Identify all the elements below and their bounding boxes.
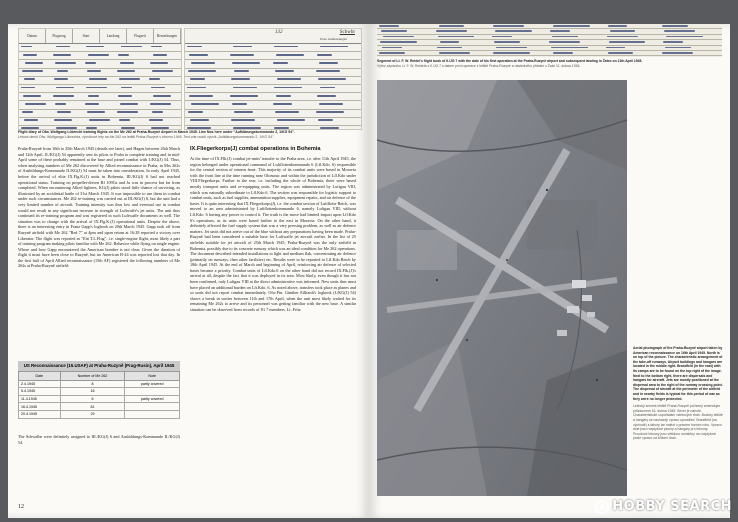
- handwriting-mark: [24, 78, 35, 80]
- handwriting-mark: [609, 41, 646, 43]
- section-heading: IX.Fliegerkorps(J) combat operations in Bohemia: [190, 146, 321, 152]
- handwriting-mark: [153, 95, 171, 97]
- handwriting-mark: [118, 95, 132, 97]
- handwriting-mark: [665, 47, 691, 49]
- handwriting-mark: [151, 46, 162, 48]
- handwriting-mark: [663, 41, 683, 43]
- handwriting-mark: [189, 54, 208, 56]
- handwriting-mark: [191, 103, 219, 105]
- handwriting-mark: [231, 119, 255, 121]
- handwriting-mark: [232, 103, 247, 105]
- handwriting-mark: [120, 103, 138, 105]
- table-cell: 20.4.1945: [19, 410, 61, 418]
- handwriting-mark: [120, 62, 134, 64]
- aerial-photograph: [377, 80, 627, 496]
- handwriting-mark: [383, 36, 414, 38]
- handwriting-mark: [118, 54, 129, 56]
- handwriting-mark: [187, 87, 206, 89]
- table-header-cell: Note: [125, 371, 180, 380]
- logbook-handwritten-row: [19, 77, 181, 85]
- handwriting-mark: [610, 30, 636, 32]
- handwriting-mark: [56, 127, 77, 129]
- handwriting-mark: [496, 47, 527, 49]
- handwriting-mark: [606, 47, 626, 49]
- handwriting-mark: [53, 54, 71, 56]
- caption-english: Flight diary of Ofw. Wolfgang Lübrecht training flights on the Me 262 at Praha-Ruzyně Airport in March 1945. Line Nos here under "Aufklärungskommando 2, 1/KG 54".: [18, 130, 295, 134]
- handwriting-mark: [274, 46, 298, 48]
- caption-czech: Letecký snímek letiště Praha-Ruzyně pořízený americkým průzkumem 16. dubna 1945. Sever je nahoře. Charakteristické uspořádání vzletových drah. Budovy letiště a hangáry se nacházejí vpravo uprostřed. Brandfeld (na východě) s tábory lze nalézt v pravém horním rohu. Vpravo dole jsou rozptylové plochy a hangáry pro letouny. Proudové letouny jsou většinou umístěny na rozptylové ploše vpravo od křížení drah.: [633, 404, 723, 441]
- table-cell: 6: [60, 395, 125, 403]
- logbook-page-number: 132: [275, 30, 283, 35]
- handwriting-mark: [318, 78, 346, 80]
- handwriting-mark: [276, 54, 304, 56]
- flight-book-segment-scan: [377, 24, 722, 57]
- handwriting-mark: [607, 36, 638, 38]
- table-header-cell: Date: [19, 371, 61, 380]
- handwriting-mark: [438, 36, 475, 38]
- logbook-handwritten-row: [185, 60, 361, 68]
- logbook-rows: [185, 44, 361, 130]
- handwriting-mark: [233, 46, 252, 48]
- aerial-photo-image: [377, 80, 627, 496]
- handwriting-mark: [88, 54, 109, 56]
- handwriting-mark: [21, 127, 39, 129]
- handwriting-mark: [320, 87, 335, 89]
- handwriting-mark: [608, 25, 628, 27]
- handwriting-mark: [87, 111, 105, 113]
- table-row: [19, 380, 180, 388]
- handwriting-mark: [152, 70, 173, 72]
- logbook-scan-left: [18, 28, 182, 130]
- handwriting-mark: [189, 95, 213, 97]
- logbook-header: [185, 29, 361, 44]
- logbook-handwritten-row: [185, 77, 361, 85]
- handwriting-mark: [380, 41, 417, 43]
- handwriting-mark: [188, 111, 203, 113]
- handwriting-mark: [117, 111, 138, 113]
- handwriting-mark: [149, 119, 163, 121]
- handwriting-mark: [552, 36, 578, 38]
- handwriting-mark: [150, 62, 168, 64]
- handwriting-mark: [275, 111, 299, 113]
- handwriting-mark: [85, 103, 99, 105]
- handwriting-mark: [436, 30, 467, 32]
- handwriting-mark: [273, 62, 288, 64]
- handwriting-mark: [152, 111, 163, 113]
- handwriting-mark: [119, 78, 140, 80]
- logbook-handwritten-row: [185, 52, 361, 60]
- logbook-handwritten-row: [19, 118, 181, 126]
- table-cell: [125, 410, 180, 418]
- handwriting-mark: [23, 95, 41, 97]
- handwriting-mark: [89, 119, 110, 121]
- table-cell: partly covered: [125, 380, 180, 388]
- handwriting-mark: [440, 41, 460, 43]
- logbook-stamp: Schwbr: [339, 30, 355, 35]
- handwriting-mark: [319, 103, 343, 105]
- logbook-col-header: Landung: [100, 29, 127, 43]
- table-row: [19, 395, 180, 403]
- handwriting-mark: [55, 62, 76, 64]
- handwriting-mark: [550, 30, 570, 32]
- handwriting-mark: [666, 36, 703, 38]
- table-cell: [125, 403, 180, 411]
- logbook-remarks-header: Erste Anmerkungen: [319, 37, 347, 41]
- caption-english: Segment of Lt. F. W. Reidel's flight book of II./JG 7 with the date of his first operation at the Praha-Ruzyně airport and subsequent landing in Žatec on 11th April 1945.: [377, 59, 643, 63]
- handwriting-mark: [230, 95, 258, 97]
- handwriting-mark: [553, 25, 590, 27]
- handwriting-mark: [234, 70, 249, 72]
- handwriting-mark: [273, 103, 292, 105]
- handwriting-mark: [57, 70, 68, 72]
- handwriting-mark: [87, 70, 101, 72]
- handwriting-mark: [275, 70, 294, 72]
- table-cell: partly covered: [125, 395, 180, 403]
- hobby-search-logo-icon: [595, 500, 609, 514]
- handwriting-mark: [121, 46, 142, 48]
- handwriting-mark: [318, 119, 333, 121]
- handwriting-mark: [117, 70, 135, 72]
- handwriting-mark: [549, 41, 580, 43]
- handwriting-mark: [56, 46, 70, 48]
- handwriting-mark: [437, 47, 463, 49]
- logbook-handwritten-row: [185, 101, 361, 109]
- logbook-handwritten-row: [185, 110, 361, 118]
- handwriting-mark: [22, 70, 43, 72]
- handwriting-mark: [24, 119, 38, 121]
- handwriting-mark: [494, 41, 520, 43]
- handwriting-mark: [187, 127, 211, 129]
- handwriting-mark: [276, 95, 291, 97]
- table-cell: [125, 388, 180, 396]
- body-paragraph-after-table: The Schwalbe were definitely assigned to III./KG(J) 6 and Ausbildungs-Kommando II./KG(J) 54.: [18, 434, 180, 445]
- table-row: [19, 388, 180, 396]
- body-column-2: [190, 146, 356, 313]
- logbook-handwritten-row: [19, 101, 181, 109]
- handwriting-mark: [187, 46, 202, 48]
- handwriting-mark: [150, 103, 171, 105]
- left-page: [8, 24, 369, 518]
- body-paragraph: Praha-Ruzyně from 16th to 25th March 1945 (details see later), and Hagen between 26th March and 12th April. II./KG(J) 54 apparently sent its pilots to Praha to complete training and in mid-April some of these probably remained at the base and joined combat with I./KG(J) 54. Thus, when analysing numbers of Me 262 discovered by Allied reconnaissance in Praha, in Mrs 262s of Ausbildungs-Kommando II./KG(J) 54 must be taken into consideration. In early April 1945, before the arrival of elite IX.Flg.K.(J) units in Bohemia, III./KG(J) 6 had not reached operational status. Training on propeller-driven Bf 109Gs and Ju was in process but far from completed. When encountering Allied fighters, KG(J) pilots stood little chance of surviving, as illustrated by an accidental battle of 31st March 1945. It was impossible to use them in combat under such circumstances. Me 262 re-training was carried out at III./KG(J) 6, but the unit had a very limited number of aircraft. Training intensity was thus low and eventual use in combat would not result in any significant increase in strength of Luftwaffe's jet units. The unit thus continued its re-training program and was registered in such Luftwaffe documents as well. The situation was to change with the arrival of IX.Flg.K.(J) operational units. Despite the above, there is an interesting entry in Franz Gapp's logbook on 20th March 1945. Gapp took off from Ruzyně airfield with Me 262 "Red 7" at 4pm and upon return at 16:28 reported a victory over Liberator. The flight was reported as "Ein T.L.Flug", i.e. single-engine flight, most likely a part of training program making pilots familiar with Me 262. Behavior while flying on single engine. Where and how Gapp encountered the American bomber is not clear. Given the duration of flight it must have been close to Ruzyně, but no American B-24 was reported lost that day. In the first half of April Allied reconnaissance (15th AF) registered the following numbers of Me 262s at Praha-Ruzyně airfield:: [18, 146, 180, 269]
- handwriting-mark: [274, 87, 302, 89]
- logbook-scan-right: [184, 28, 362, 130]
- handwriting-mark: [149, 78, 160, 80]
- handwriting-mark: [662, 52, 693, 54]
- handwriting-mark: [53, 95, 74, 97]
- handwriting-mark: [232, 62, 260, 64]
- handwriting-mark: [277, 78, 301, 80]
- table-cell: 16.4.1945: [19, 403, 61, 411]
- flight-book-caption: [377, 59, 722, 68]
- handwriting-mark: [274, 127, 289, 129]
- handwriting-mark: [86, 127, 97, 129]
- table-cell: 16: [60, 388, 125, 396]
- handwriting-mark: [493, 25, 524, 27]
- handwriting-mark: [233, 87, 257, 89]
- handwriting-mark: [492, 36, 512, 38]
- handwriting-mark: [25, 103, 46, 105]
- logbook-col-header: Flugzeit: [127, 29, 154, 43]
- table-header-cell: Number of Me 262: [60, 371, 125, 380]
- handwriting-mark: [230, 54, 254, 56]
- handwriting-mark: [89, 78, 107, 80]
- handwriting-mark: [493, 52, 530, 54]
- handwriting-mark: [316, 70, 340, 72]
- handwriting-mark: [119, 119, 130, 121]
- logbook-col-header: Datum: [19, 29, 46, 43]
- handwriting-mark: [86, 87, 107, 89]
- logbook-handwritten-row: [185, 44, 361, 52]
- caption-english: Aerial photograph of the Praha-Ruzyně airport taken by American reconnaissance on 16th April 1945. North is on top of the picture. The characteristic arrangement of the take-off runways. Airport buildings and hangars are located in the middle right. Brandfeld (in the east) with its camps are to be found on the top right of the image. Next to the bottom right, there are dispersals and hangars for aircraft. Jets are mostly positioned at the dispersal area to the right of the runway crossing point. The dispersal of aircraft at the perimeter of the airfield and in nearby fields is typical for this period of war as they were no longer protected.: [633, 346, 723, 401]
- handwriting-mark: [319, 62, 338, 64]
- handwriting-mark: [151, 127, 169, 129]
- flight-book-rows: [377, 24, 722, 57]
- logbook-handwritten-row: [19, 110, 181, 118]
- handwriting-mark: [22, 111, 33, 113]
- logbook-handwritten-row: [377, 56, 722, 57]
- handwriting-mark: [21, 46, 32, 48]
- handwriting-mark: [382, 47, 402, 49]
- right-page: [369, 24, 730, 518]
- book-spread: [8, 24, 730, 518]
- logbook-handwritten-row: [19, 52, 181, 60]
- recon-data-table: [18, 371, 180, 419]
- logbook-handwritten-row: [19, 60, 181, 68]
- handwriting-mark: [662, 25, 688, 27]
- handwriting-mark: [57, 111, 71, 113]
- table-cell: 5.4.1945: [19, 388, 61, 396]
- handwriting-mark: [277, 119, 305, 121]
- handwriting-mark: [664, 30, 695, 32]
- handwriting-mark: [190, 78, 205, 80]
- logbook-handwritten-row: [19, 69, 181, 77]
- handwriting-mark: [551, 47, 588, 49]
- watermark-text: HOBBY SEARCH: [612, 499, 732, 514]
- logbook-handwritten-row: [19, 44, 181, 52]
- handwriting-mark: [381, 30, 407, 32]
- table-cell: 81: [60, 403, 125, 411]
- handwriting-mark: [379, 52, 405, 54]
- handwriting-mark: [191, 62, 215, 64]
- logbook-handwritten-row: [19, 93, 181, 101]
- handwriting-mark: [233, 127, 261, 129]
- handwriting-mark: [439, 25, 465, 27]
- body-paragraph: At the time of IX.Flk.(J) combat jet-units' transfer to the Praha area, i.e. after 11th April 1945, the region belonged under operational command of Luftflottenkommando 6 (Lfl.Kdo. 6) responsible for the central section of eastern front. This majority of its combat units were based in Moravia with the front line at the time running near Olomouc and within the jurisdiction of Lfl.Kdo under VIII.Fliegerkorps. Further to the rear, i.e. including the whole of Bohemia, there were based mostly transport units and re-equipping units. The region was administrated by Luftgau VIII, which was naturally subordinate to Lfl.Kdo.6. The section was responsible for logistic support to combat units, such as fuel supplies, ammunition supplies, equipment repairs, and air defence of the bases. It is quite interesting that IX.Fliegerkorps(J), i.e. the combat section of Luftflotte Reich, was moved to an area administrated by Luftflottenkommando 6, namely Luftgau VIII, without Lfl.Kdo. 6 having any power to control it. The truth is the move had limited impact upon Lfl.Kdo 6's operations, as its units were based further to the east in Moravia. On the other hand, it definitely affected the fuel supply system that was a very pressing problem, as well as air defence matters. Jet units did not arrive out of the blue without any preparations having been made. Praha-Ruzyně had been considered a suitable base for Luftwaffe jet aircraft earlier. In the list of 25 airfields suitable for jet aircraft of 25th March 1945, Praha-Ruzyně was the only airfield in Bohemia, possibly due to its concrete runway which was an ideal condition for Me 262 operations. The document described intended installations to light and medium flak, concentrating air defence (primarily on runways, then other facilities) etc. Results were to be reported to Lfl.Kdo.Reich by 18th April 1945. At the end of March and beginning of April, reinforcing air defence of selected bases became a priority. Combat units of Lfl.Kdo.6 on the other hand did not record IX.Flk.(J)'s arrival at all, despite the fact that it was deployed in its area. Most likely, even though it has not been confirmed, only Luftgau VIII at the direct administrative was informed. New units thus must have placed an additional burden on Lft.Kdo. 6. As noted above, transfers took place as planes and so units did not report combat immediately. Ofw.Ptn. Günther Eilhardt's logbook (I./KG(J) 54) shows a break in sorties between 11th and 17th April, when the unit most likely waited for its remaining Me 262s to arrive and its personnel was getting familiar with the new base. A similar situation can be observed from records of JG 7 members. Lt. Fritz: [190, 156, 356, 313]
- handwriting-mark: [234, 111, 253, 113]
- handwriting-mark: [23, 54, 37, 56]
- handwriting-mark: [55, 103, 66, 105]
- logbook-handwritten-row: [185, 118, 361, 126]
- handwriting-mark: [188, 70, 216, 72]
- table-cell: 8: [60, 380, 125, 388]
- handwriting-mark: [320, 46, 348, 48]
- handwriting-mark: [56, 87, 74, 89]
- handwriting-mark: [495, 30, 532, 32]
- watermark: [595, 499, 732, 514]
- logbook-caption: [18, 130, 360, 140]
- body-column-1: [18, 146, 180, 269]
- logbook-handwritten-row: [185, 93, 361, 101]
- handwriting-mark: [121, 127, 135, 129]
- aerial-photo-caption: [633, 346, 723, 441]
- handwriting-mark: [153, 54, 167, 56]
- handwriting-mark: [608, 52, 634, 54]
- handwriting-mark: [21, 87, 35, 89]
- handwriting-mark: [54, 78, 68, 80]
- table-row: [19, 403, 180, 411]
- table-cell: 2.4.1945: [19, 380, 61, 388]
- caption-czech: Výřez zápisníku Lt. F. W. Reidela z II./JG 7 s datem první operace z letiště Praha-Ruzyně a následného přistání v Žatci 11. dubna 1945.: [377, 63, 581, 68]
- handwriting-mark: [231, 78, 250, 80]
- handwriting-mark: [190, 119, 209, 121]
- handwriting-mark: [439, 52, 470, 54]
- handwriting-mark: [54, 119, 72, 121]
- logbook-col-header: Bemerkungen: [154, 29, 181, 43]
- handwriting-mark: [317, 95, 336, 97]
- handwriting-mark: [151, 87, 165, 89]
- logbook-header: [19, 29, 181, 44]
- table-cell: 11.4.1945: [19, 395, 61, 403]
- logbook-handwritten-row: [185, 69, 361, 77]
- logbook-handwritten-row: [19, 85, 181, 93]
- page-number: 12: [18, 504, 24, 510]
- handwriting-mark: [85, 62, 96, 64]
- table-title: US Reconnaissance (15.USAF) at Praha-Ruzyně (Prag-Rusin), April 1945: [18, 361, 180, 371]
- handwriting-mark: [316, 111, 344, 113]
- handwriting-mark: [379, 25, 399, 27]
- logbook-handwritten-row: [185, 85, 361, 93]
- caption-czech: Letová deník Ofw. Wolfganga Lübrechta, výcvikové lety na Me 262 na letišti Praha-Ruzyně v březnu 1945. Text zde uvádí výcvik „Aufklärungskommando 2, 1/KG 54".: [18, 135, 275, 139]
- handwriting-mark: [88, 95, 99, 97]
- handwriting-mark: [320, 127, 339, 129]
- handwriting-mark: [121, 87, 132, 89]
- handwriting-mark: [86, 46, 104, 48]
- recon-table: [18, 361, 180, 419]
- table-row: [19, 410, 180, 418]
- logbook-rows: [19, 44, 181, 130]
- logbook-col-header: Flugzeug: [46, 29, 73, 43]
- table-cell: 29: [60, 410, 125, 418]
- handwriting-mark: [317, 54, 332, 56]
- handwriting-mark: [553, 52, 573, 54]
- handwriting-mark: [25, 62, 43, 64]
- logbook-col-header: Start: [73, 29, 100, 43]
